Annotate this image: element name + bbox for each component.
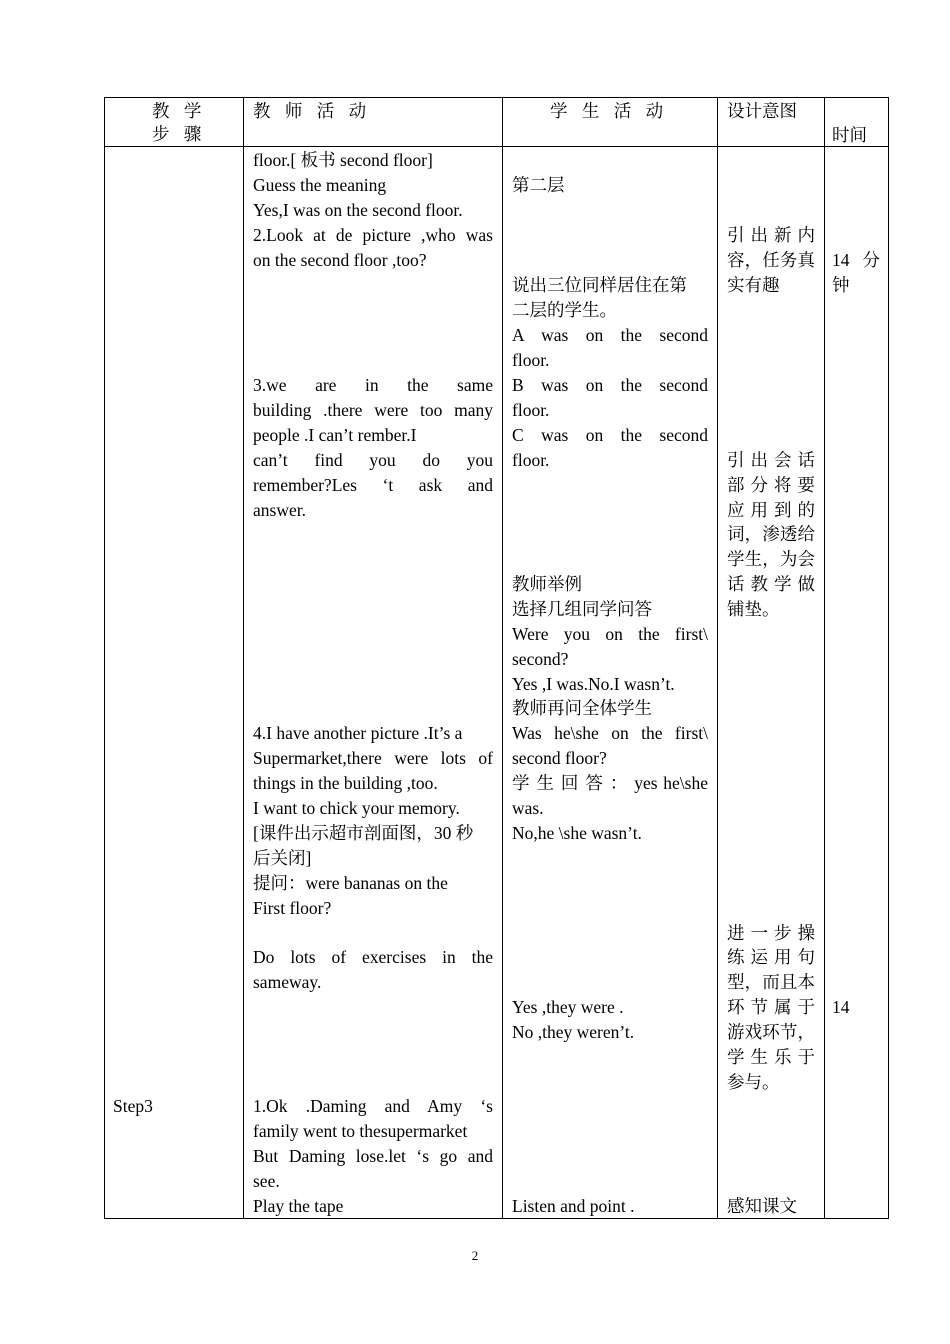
teacher-line: people .I can’t rember.I — [253, 425, 417, 445]
student-line: 教师再问全体学生 — [512, 698, 652, 718]
header-teacher-activity: 教 师 活 动 — [253, 101, 372, 121]
student-line: 选择几组同学问答 — [512, 599, 652, 619]
student-line: No ,they weren’t. — [512, 1022, 635, 1042]
design-line: 进 一 步 操 — [727, 923, 815, 943]
teacher-line: 2.Look at de picture ,who was — [253, 225, 493, 245]
teacher-line: 提问：were bananas on the — [253, 873, 448, 893]
teacher-line: see. — [253, 1171, 280, 1191]
student-line: floor. — [512, 350, 550, 370]
design-line: 型，而且本 — [727, 972, 815, 992]
teacher-line: can’t find you do you — [253, 450, 493, 470]
step-label: Step3 — [113, 1096, 153, 1116]
design-line: 学生，为会 — [727, 549, 815, 569]
teacher-line: But Daming lose.let ‘s go and — [253, 1146, 493, 1166]
column-divider-4 — [824, 97, 825, 1219]
design-line: 容，任务真 — [727, 250, 815, 270]
teacher-line: family went to thesupermarket — [253, 1121, 468, 1141]
teacher-line: things in the building ,too. — [253, 773, 438, 793]
student-line: 二层的学生。 — [512, 300, 617, 320]
design-line: 参与。 — [727, 1072, 780, 1092]
student-line: 学 生 回 答 ： yes he\she — [512, 773, 708, 793]
design-line: 感知课文 — [727, 1196, 797, 1216]
teacher-line: 1.Ok .Daming and Amy ‘s — [253, 1096, 493, 1116]
teacher-line: Supermarket,there were lots of — [253, 748, 493, 768]
header-divider — [104, 146, 889, 147]
student-line: No,he \she wasn’t. — [512, 823, 642, 843]
teacher-line: I want to chick your memory. — [253, 798, 460, 818]
design-line: 环 节 属 于 — [727, 997, 815, 1017]
design-line: 实有趣 — [727, 275, 780, 295]
teacher-line: First floor? — [253, 898, 332, 918]
design-line: 引 出 会 话 — [727, 450, 815, 470]
header-design-intent: 设计意图 — [727, 101, 797, 121]
teacher-line: 后关闭] — [253, 848, 312, 868]
student-line: A was on the second — [512, 325, 708, 345]
page-number: 2 — [471, 1248, 479, 1263]
header-student-activity: 学 生 活 动 — [550, 101, 669, 121]
teacher-line: [课件出示超市剖面图，30 秒 — [253, 823, 474, 843]
time-value-2: 14 — [832, 997, 850, 1017]
student-line: Was he\she on the first\ — [512, 723, 708, 743]
design-line: 部 分 将 要 — [727, 475, 815, 495]
student-line: second floor? — [512, 748, 607, 768]
teacher-line: on the second floor ,too? — [253, 250, 427, 270]
student-line: C was on the second — [512, 425, 708, 445]
student-line: floor. — [512, 450, 550, 470]
student-line: Listen and point . — [512, 1196, 635, 1216]
teacher-line: sameway. — [253, 972, 322, 992]
teacher-line: building .there were too many — [253, 400, 493, 420]
header-time: 时间 — [832, 125, 867, 145]
student-line: B was on the second — [512, 375, 708, 395]
teacher-line: remember?Les ‘t ask and — [253, 475, 493, 495]
teacher-line: floor.[ 板书 second floor] — [253, 150, 433, 170]
teacher-line: Guess the meaning — [253, 175, 387, 195]
design-line: 铺垫。 — [727, 599, 780, 619]
student-line: was. — [512, 798, 544, 818]
teacher-line: Play the tape — [253, 1196, 344, 1216]
student-line: 第二层 — [512, 175, 565, 195]
design-line: 游戏环节， — [727, 1022, 815, 1042]
design-line: 词，渗透给 — [727, 524, 815, 544]
design-line: 引 出 新 内 — [727, 225, 815, 245]
student-line: 说出三位同样居住在第 — [512, 275, 687, 295]
design-line: 话 教 学 做 — [727, 574, 815, 594]
time-value-1: 14 分 — [832, 250, 880, 270]
teacher-line: answer. — [253, 500, 306, 520]
design-line: 应 用 到 的 — [727, 500, 815, 520]
student-line: 教师举例 — [512, 574, 582, 594]
time-value-1-unit: 钟 — [832, 275, 850, 295]
teacher-line: 3.we are in the same — [253, 375, 493, 395]
student-line: Yes ,I was.No.I wasn’t. — [512, 674, 675, 694]
student-line: Were you on the first\ — [512, 624, 708, 644]
student-line: Yes ,they were . — [512, 997, 624, 1017]
header-step-line1: 教 学 — [152, 101, 207, 121]
design-line: 学 生 乐 于 — [727, 1047, 815, 1067]
student-line: floor. — [512, 400, 550, 420]
teacher-line: 4.I have another picture .It’s a — [253, 723, 463, 743]
student-line: second? — [512, 649, 569, 669]
column-divider-2 — [502, 97, 503, 1219]
column-divider-3 — [717, 97, 718, 1219]
header-step-line2: 步 骤 — [152, 124, 207, 144]
teacher-line: Yes,I was on the second floor. — [253, 200, 463, 220]
teacher-line: Do lots of exercises in the — [253, 947, 493, 967]
column-divider-1 — [243, 97, 244, 1219]
design-line: 练 运 用 句 — [727, 947, 815, 967]
